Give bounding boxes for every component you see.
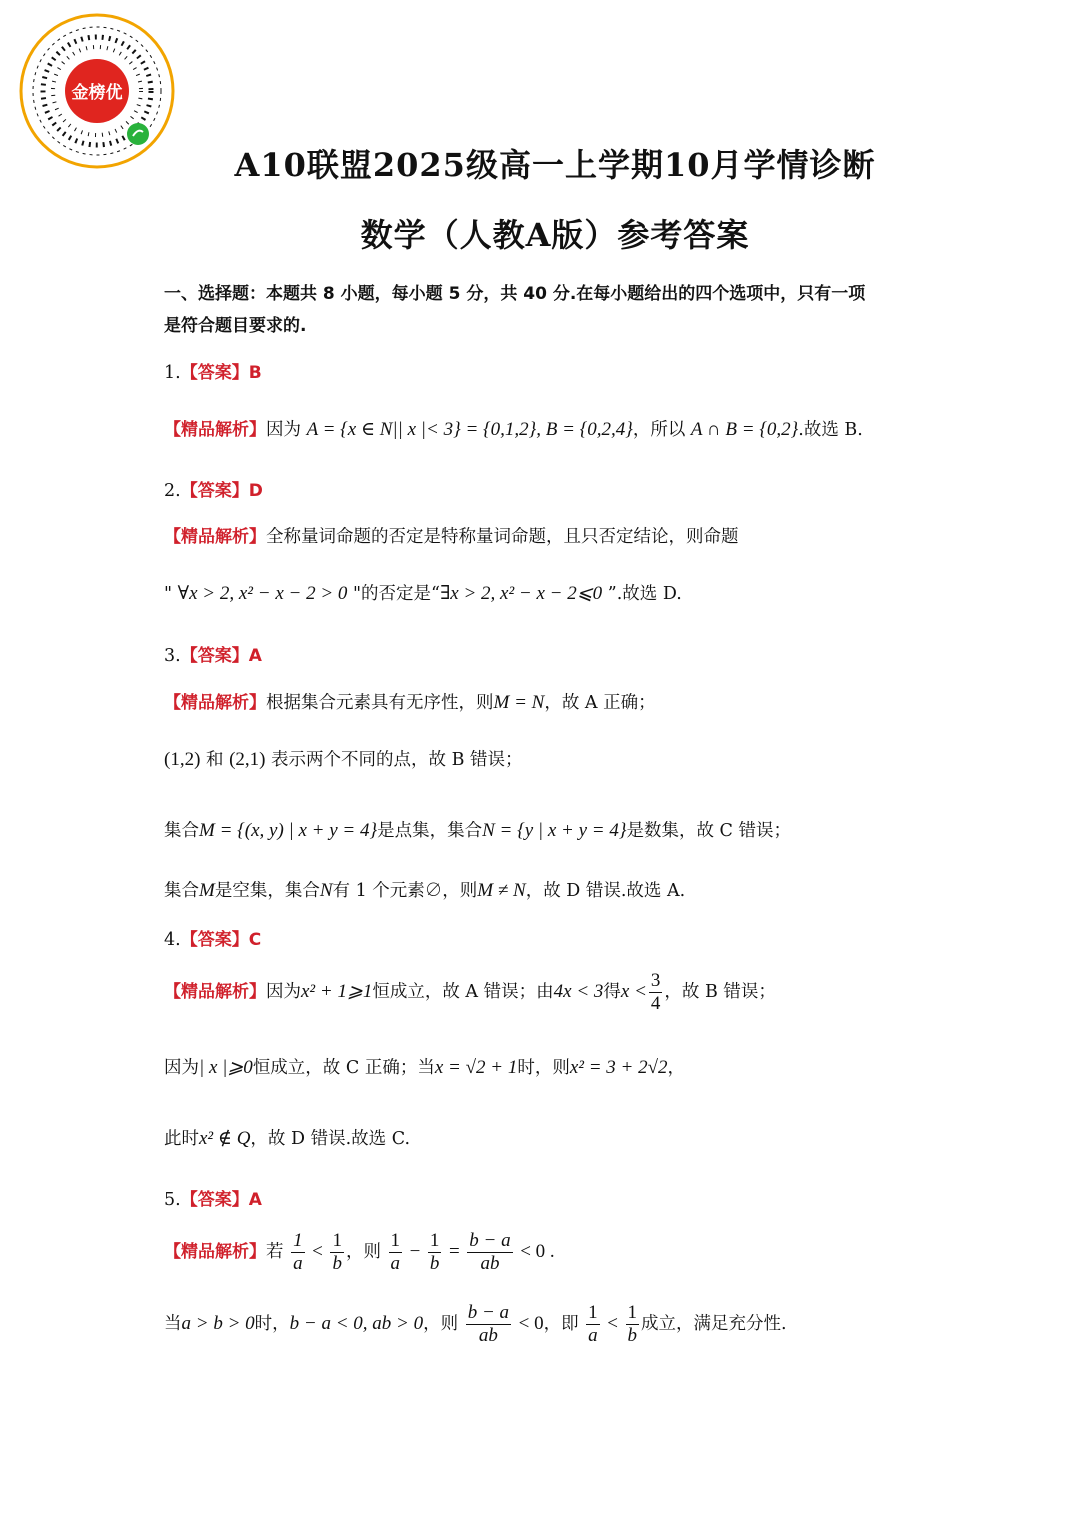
q5-math-condition: a > b > 0 bbox=[181, 1313, 255, 1334]
q1-answer bbox=[164, 358, 262, 383]
q3-analysis-line3 bbox=[164, 817, 791, 842]
q3-math-n: N bbox=[319, 880, 333, 901]
q1-analysis bbox=[164, 415, 863, 441]
q4-number: 4. bbox=[164, 930, 181, 950]
q4-text: 时，则 bbox=[517, 1058, 570, 1078]
q5-fraction-denominator: a bbox=[293, 1253, 303, 1274]
q5-fraction bbox=[586, 1302, 600, 1347]
q5-analysis-line2 bbox=[164, 1302, 787, 1347]
q3-text: 根据集合元素具有无序性，则 bbox=[266, 693, 494, 713]
q4-math-ineq2: 4x < 3 bbox=[553, 981, 604, 1002]
q5-math-op: − bbox=[409, 1241, 421, 1262]
answer-tag: 【答案】 bbox=[180, 930, 249, 950]
analysis-tag: 【精品解析】 bbox=[164, 982, 266, 1002]
answer-tag: 【答案】 bbox=[180, 481, 249, 501]
q5-fraction-numerator: 1 bbox=[332, 1230, 342, 1251]
q5-fraction-denominator: a bbox=[588, 1325, 598, 1346]
q3-text: 是数集，故 C 错误； bbox=[626, 821, 791, 841]
q5-fraction-numerator: 1 bbox=[588, 1302, 598, 1323]
q2-answer-value: D bbox=[248, 481, 263, 501]
q4-analysis-line1 bbox=[164, 970, 776, 1015]
q2-text: 全称量词命题的否定是特称量词命题，且只否定结论，则命题 bbox=[266, 527, 739, 547]
q5-fraction-denominator: ab bbox=[478, 1325, 498, 1346]
q5-fraction bbox=[389, 1230, 403, 1275]
q5-fraction bbox=[428, 1230, 442, 1275]
answer-tag: 【答案】 bbox=[180, 646, 249, 666]
q5-text: ，即 bbox=[543, 1314, 579, 1334]
q3-text: 是空集，集合 bbox=[214, 881, 320, 901]
q4-math-x-squared: x² = 3 + 2√2 bbox=[569, 1057, 668, 1078]
q5-number: 5. bbox=[164, 1190, 181, 1210]
q1-text: ，所以 bbox=[632, 420, 686, 440]
q4-text: 此时 bbox=[164, 1129, 199, 1149]
q5-fraction-numerator: 1 bbox=[390, 1230, 401, 1251]
q5-text: 若 bbox=[266, 1242, 284, 1262]
q2-analysis-line2 bbox=[164, 580, 682, 605]
q4-math-x-less: x < bbox=[620, 981, 647, 1002]
q1-answer-value: B bbox=[248, 363, 262, 383]
q5-fraction bbox=[626, 1302, 640, 1347]
q3-text: 有 1 个元素∅，则 bbox=[332, 881, 478, 901]
q4-fraction-numerator: 3 bbox=[650, 970, 661, 991]
q3-math-set-n: N = {y | x + y = 4} bbox=[482, 820, 627, 841]
q2-quote: " bbox=[352, 584, 362, 604]
q3-point-a: (1,2) bbox=[164, 749, 201, 770]
q1-number: 1. bbox=[164, 363, 181, 383]
q4-text: ，故 B 错误； bbox=[664, 982, 776, 1002]
q1-math-intersection: A ∩ B = {0,2} bbox=[690, 419, 799, 440]
q4-answer-value: C bbox=[248, 930, 262, 950]
q4-text: 恒成立，故 C 正确；当 bbox=[252, 1058, 435, 1078]
q5-fraction-denominator: b bbox=[429, 1253, 440, 1274]
q3-analysis-line4 bbox=[164, 877, 685, 902]
q4-text: 因为 bbox=[266, 982, 301, 1002]
q5-fraction bbox=[467, 1230, 512, 1275]
q4-math-x-value: x = √2 + 1 bbox=[434, 1057, 518, 1078]
q4-fraction bbox=[649, 970, 663, 1015]
q4-analysis-line2 bbox=[164, 1054, 685, 1079]
q2-number: 2. bbox=[164, 481, 181, 501]
q3-text: 是点集，集合 bbox=[377, 821, 483, 841]
q2-math-proposition: ∀x > 2, x² − x − 2 > 0 bbox=[177, 583, 348, 604]
q5-fraction-numerator: b − a bbox=[469, 1230, 511, 1251]
q2-answer bbox=[164, 476, 263, 501]
document-title: A10联盟2025级高一上学期10月学情诊断 bbox=[234, 146, 876, 184]
q3-math-m: M bbox=[199, 880, 215, 901]
q3-analysis-line2 bbox=[164, 746, 523, 771]
q2-quote: " bbox=[164, 584, 173, 604]
q5-text: ，则 bbox=[345, 1242, 381, 1262]
analysis-tag: 【精品解析】 bbox=[164, 693, 266, 713]
q5-fraction-numerator: b − a bbox=[467, 1302, 510, 1323]
q4-text: ， bbox=[667, 1058, 686, 1078]
q5-math-op: < bbox=[312, 1241, 323, 1262]
q5-math-op: < bbox=[607, 1313, 618, 1334]
q4-fraction-denominator: 4 bbox=[650, 993, 661, 1014]
analysis-tag: 【精品解析】 bbox=[164, 527, 266, 547]
q3-math: M = N bbox=[493, 692, 545, 713]
q5-math-op: = bbox=[448, 1241, 460, 1262]
answer-tag: 【答案】 bbox=[180, 1190, 249, 1210]
q2-text: 的否定是“ bbox=[361, 584, 440, 604]
q4-text: 恒成立，故 A 错误；由 bbox=[372, 982, 554, 1002]
q4-analysis-line3 bbox=[164, 1125, 410, 1150]
q3-math-neq: M ≠ N bbox=[477, 880, 526, 901]
q5-fraction bbox=[291, 1230, 305, 1275]
q5-fraction bbox=[466, 1302, 511, 1347]
q3-answer-value: A bbox=[248, 646, 262, 666]
q3-text: ，故 D 错误.故选 A. bbox=[525, 881, 686, 901]
q2-math-negation: ∃x > 2, x² − x − 2⩽0 bbox=[439, 583, 603, 604]
q3-analysis-line1 bbox=[164, 688, 656, 714]
logo-center-text: 金榜优 bbox=[71, 83, 123, 103]
q3-point-b: (2,1) bbox=[229, 749, 266, 770]
q5-math-op: < 0 . bbox=[520, 1241, 555, 1262]
q5-fraction-numerator: 1 bbox=[429, 1230, 440, 1251]
q5-fraction-denominator: a bbox=[390, 1253, 401, 1274]
q5-fraction-numerator: 1 bbox=[627, 1302, 638, 1323]
q1-math-sets: A = {x ∈ N|| x |< 3} = {0,1,2}, B = {0,2,4} bbox=[306, 419, 633, 440]
q5-text: 当 bbox=[164, 1314, 182, 1334]
q4-text: ，故 D 错误.故选 C. bbox=[250, 1129, 411, 1149]
q5-text: ，则 bbox=[423, 1314, 459, 1334]
q3-text: 表示两个不同的点，故 B 错误； bbox=[271, 750, 523, 770]
q3-text: 和 bbox=[205, 750, 224, 770]
analysis-tag: 【精品解析】 bbox=[164, 420, 266, 440]
q5-math-signs: b − a < 0, ab > 0 bbox=[289, 1313, 424, 1334]
section-heading-line1: 一、选择题：本题共 8 小题，每小题 5 分，共 40 分.在每小题给出的四个选项中，只有一项 bbox=[164, 284, 866, 304]
q2-analysis-line1 bbox=[164, 522, 739, 548]
q5-fraction-denominator: b bbox=[332, 1253, 342, 1274]
q3-text: ，故 A 正确； bbox=[544, 693, 656, 713]
q4-math-abs: | x |⩾0 bbox=[199, 1057, 253, 1078]
q3-text: 集合 bbox=[164, 881, 199, 901]
q3-answer bbox=[164, 641, 262, 666]
q5-text: 时， bbox=[254, 1314, 290, 1334]
q4-text: 因为 bbox=[164, 1058, 199, 1078]
q3-math-set-m: M = {(x, y) | x + y = 4} bbox=[199, 820, 378, 841]
q4-answer bbox=[164, 925, 261, 950]
q4-text: 得 bbox=[603, 982, 621, 1002]
q5-fraction-denominator: b bbox=[627, 1325, 638, 1346]
answer-tag: 【答案】 bbox=[180, 363, 249, 383]
q5-fraction-denominator: ab bbox=[480, 1253, 500, 1274]
q4-math-not-rational: x² ∉ Q bbox=[199, 1128, 251, 1149]
document-subtitle: 数学（人教A版）参考答案 bbox=[360, 216, 750, 254]
q1-text: 因为 bbox=[266, 420, 301, 440]
q2-text: ”.故选 D. bbox=[607, 584, 682, 604]
q4-math-ineq1: x² + 1⩾1 bbox=[301, 981, 373, 1002]
q1-text: .故选 B. bbox=[798, 420, 863, 440]
q5-answer bbox=[164, 1185, 262, 1210]
q5-fraction bbox=[330, 1230, 344, 1275]
q3-number: 3. bbox=[164, 646, 181, 666]
q5-fraction-numerator: 1 bbox=[293, 1230, 303, 1251]
q5-answer-value: A bbox=[248, 1190, 262, 1210]
analysis-tag: 【精品解析】 bbox=[164, 1242, 266, 1262]
q5-math-op: < 0 bbox=[518, 1313, 544, 1334]
q5-text: 成立，满足充分性. bbox=[641, 1314, 787, 1334]
section-heading-line2: 是符合题目要求的. bbox=[164, 316, 307, 336]
q5-analysis-line1 bbox=[164, 1230, 555, 1275]
q3-text: 集合 bbox=[164, 821, 199, 841]
